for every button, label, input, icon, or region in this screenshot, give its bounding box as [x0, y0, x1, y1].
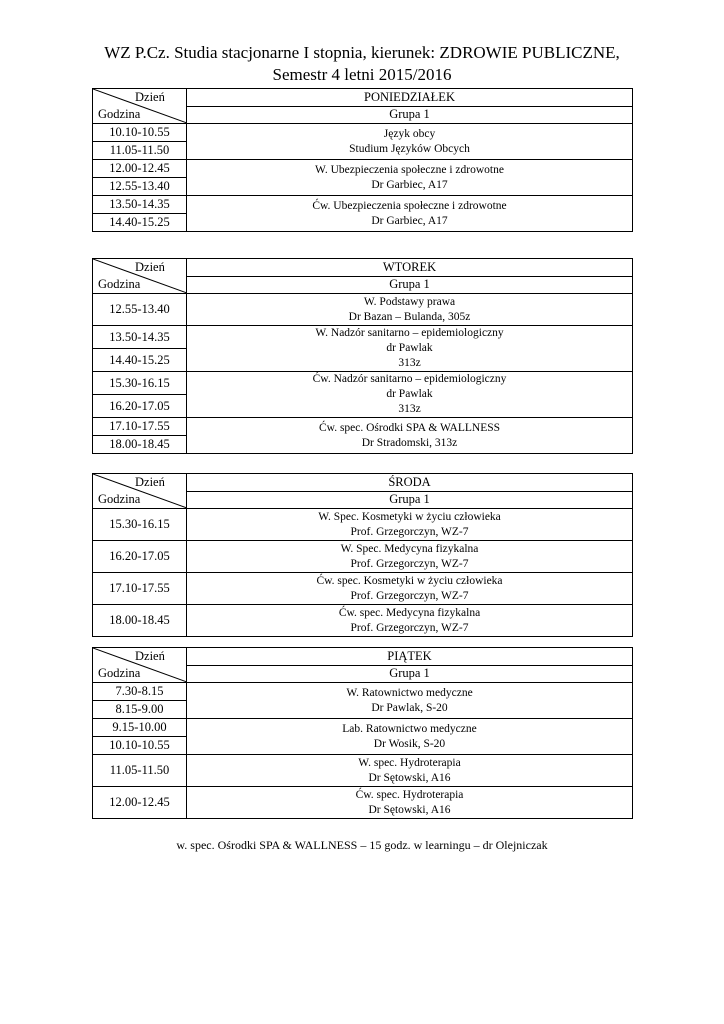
table-row [93, 573, 633, 605]
table-row [93, 124, 633, 142]
schedule-table [92, 647, 633, 819]
footer-note: w. spec. Ośrodki SPA & WALLNESS – 15 godz. w learningu – dr Olejniczak [176, 838, 548, 852]
day-label: Dzień [135, 475, 165, 489]
time-slot: 17.10-17.55 [93, 573, 187, 605]
schedule-table [92, 258, 633, 454]
class-line: 313z [398, 403, 421, 415]
hour-label: Godzina [98, 107, 141, 121]
class-line: W. Podstawy prawa [363, 295, 456, 308]
class-line: dr Pawlak [386, 388, 433, 400]
time-slot: 17.10-17.55 [93, 418, 187, 436]
class-line: Język obcy [383, 127, 436, 140]
time-slot: 13.50-14.35 [93, 196, 187, 214]
class-cell [187, 418, 633, 454]
day-label: Dzień [135, 90, 165, 104]
class-line: W. Spec. Kosmetyki w życiu człowieka [318, 510, 501, 523]
day-name: WTOREK [187, 259, 633, 277]
class-line: W. Spec. Medycyna fizykalna [340, 542, 479, 555]
table-row [93, 683, 633, 701]
time-slot: 10.10-10.55 [93, 737, 187, 755]
group-name: Grupa 1 [187, 491, 633, 509]
class-cell [187, 683, 633, 719]
class-cell [187, 294, 633, 326]
table-row [93, 372, 633, 395]
time-slot: 16.20-17.05 [93, 541, 187, 573]
table-row [93, 719, 633, 737]
class-line: Prof. Grzegorczyn, WZ-7 [350, 621, 469, 634]
schedule-table [92, 88, 633, 232]
table-row [93, 294, 633, 326]
class-line: W. Ubezpieczenia społeczne i zdrowotne [315, 163, 504, 176]
class-line: Dr Garbiec, A17 [371, 178, 448, 191]
class-line: Dr Stradomski, 313z [361, 436, 458, 449]
class-line: Ćw. spec. Ośrodki SPA & WALLNESS [318, 421, 501, 434]
class-line: Dr Pawlak, S-20 [371, 701, 448, 714]
day-name: ŚRODA [187, 474, 633, 492]
day-hour-corner-cell [93, 259, 187, 294]
class-cell [187, 372, 633, 418]
time-slot: 12.00-12.45 [93, 160, 187, 178]
class-line: Prof. Grzegorczyn, WZ-7 [350, 557, 469, 570]
class-line: Dr Wosik, S-20 [373, 737, 446, 750]
schedule-table [92, 473, 633, 637]
day-label: Dzień [135, 649, 165, 663]
class-line: Ćw. Nadzór sanitarno – epidemiologiczny [312, 373, 507, 385]
document-title-line-2: Semestr 4 letni 2015/2016 [272, 65, 452, 84]
class-line: W. Nadzór sanitarno – epidemiologiczny [315, 327, 504, 339]
day-label: Dzień [135, 260, 165, 274]
day-name: PIĄTEK [187, 648, 633, 666]
class-line: W. Ratownictwo medyczne [346, 686, 473, 699]
class-cell [187, 326, 633, 372]
time-slot: 14.40-15.25 [93, 349, 187, 372]
class-cell [187, 124, 633, 160]
table-row [93, 509, 633, 541]
time-slot: 11.05-11.50 [93, 142, 187, 160]
class-line: Dr Sętowski, A16 [368, 803, 451, 816]
class-cell [187, 787, 633, 819]
table-row [93, 418, 633, 436]
hour-label: Godzina [98, 492, 141, 506]
table-row [93, 160, 633, 178]
class-cell [187, 541, 633, 573]
day-hour-corner-cell [93, 648, 187, 683]
time-slot: 7.30-8.15 [93, 683, 187, 701]
day-hour-corner-cell [93, 89, 187, 124]
day-name: PONIEDZIAŁEK [187, 89, 633, 107]
table-row [93, 196, 633, 214]
table-row [93, 541, 633, 573]
time-slot: 18.00-18.45 [93, 436, 187, 454]
class-cell [187, 196, 633, 232]
time-slot: 18.00-18.45 [93, 605, 187, 637]
time-slot: 11.05-11.50 [93, 755, 187, 787]
day-hour-corner-cell [93, 474, 187, 509]
time-slot: 12.55-13.40 [93, 178, 187, 196]
class-line: Ćw. spec. Kosmetyki w życiu człowieka [316, 574, 503, 587]
time-slot: 15.30-16.15 [93, 509, 187, 541]
class-cell [187, 573, 633, 605]
time-slot: 13.50-14.35 [93, 326, 187, 349]
time-slot: 15.30-16.15 [93, 372, 187, 395]
hour-label: Godzina [98, 666, 141, 680]
time-slot: 10.10-10.55 [93, 124, 187, 142]
class-line: Ćw. Ubezpieczenia społeczne i zdrowotne [312, 199, 507, 212]
class-line: Studium Języków Obcych [349, 142, 470, 155]
time-slot: 9.15-10.00 [93, 719, 187, 737]
group-name: Grupa 1 [187, 276, 633, 294]
class-line: 313z [398, 357, 421, 369]
class-line: Prof. Grzegorczyn, WZ-7 [350, 589, 469, 602]
class-line: Prof. Grzegorczyn, WZ-7 [350, 525, 469, 538]
hour-label: Godzina [98, 277, 141, 291]
class-cell [187, 160, 633, 196]
document-title-line-1: WZ P.Cz. Studia stacjonarne I stopnia, kierunek: ZDROWIE PUBLICZNE, [104, 43, 620, 62]
table-row [93, 755, 633, 787]
class-line: Dr Bazan – Bulanda, 305z [348, 310, 471, 323]
class-cell [187, 509, 633, 541]
table-row [93, 605, 633, 637]
time-slot: 12.55-13.40 [93, 294, 187, 326]
group-name: Grupa 1 [187, 665, 633, 683]
class-line: Dr Sętowski, A16 [368, 771, 451, 784]
time-slot: 14.40-15.25 [93, 214, 187, 232]
class-cell [187, 605, 633, 637]
class-line: dr Pawlak [386, 342, 433, 354]
class-line: Ćw. spec. Hydroterapia [355, 788, 464, 801]
class-cell [187, 755, 633, 787]
group-name: Grupa 1 [187, 106, 633, 124]
class-line: Lab. Ratownictwo medyczne [342, 722, 477, 735]
time-slot: 16.20-17.05 [93, 395, 187, 418]
time-slot: 8.15-9.00 [93, 701, 187, 719]
time-slot: 12.00-12.45 [93, 787, 187, 819]
class-cell [187, 719, 633, 755]
class-line: Dr Garbiec, A17 [371, 214, 448, 227]
table-row [93, 787, 633, 819]
class-line: W. spec. Hydroterapia [358, 756, 461, 769]
class-line: Ćw. spec. Medycyna fizykalna [338, 606, 481, 619]
table-row [93, 326, 633, 349]
